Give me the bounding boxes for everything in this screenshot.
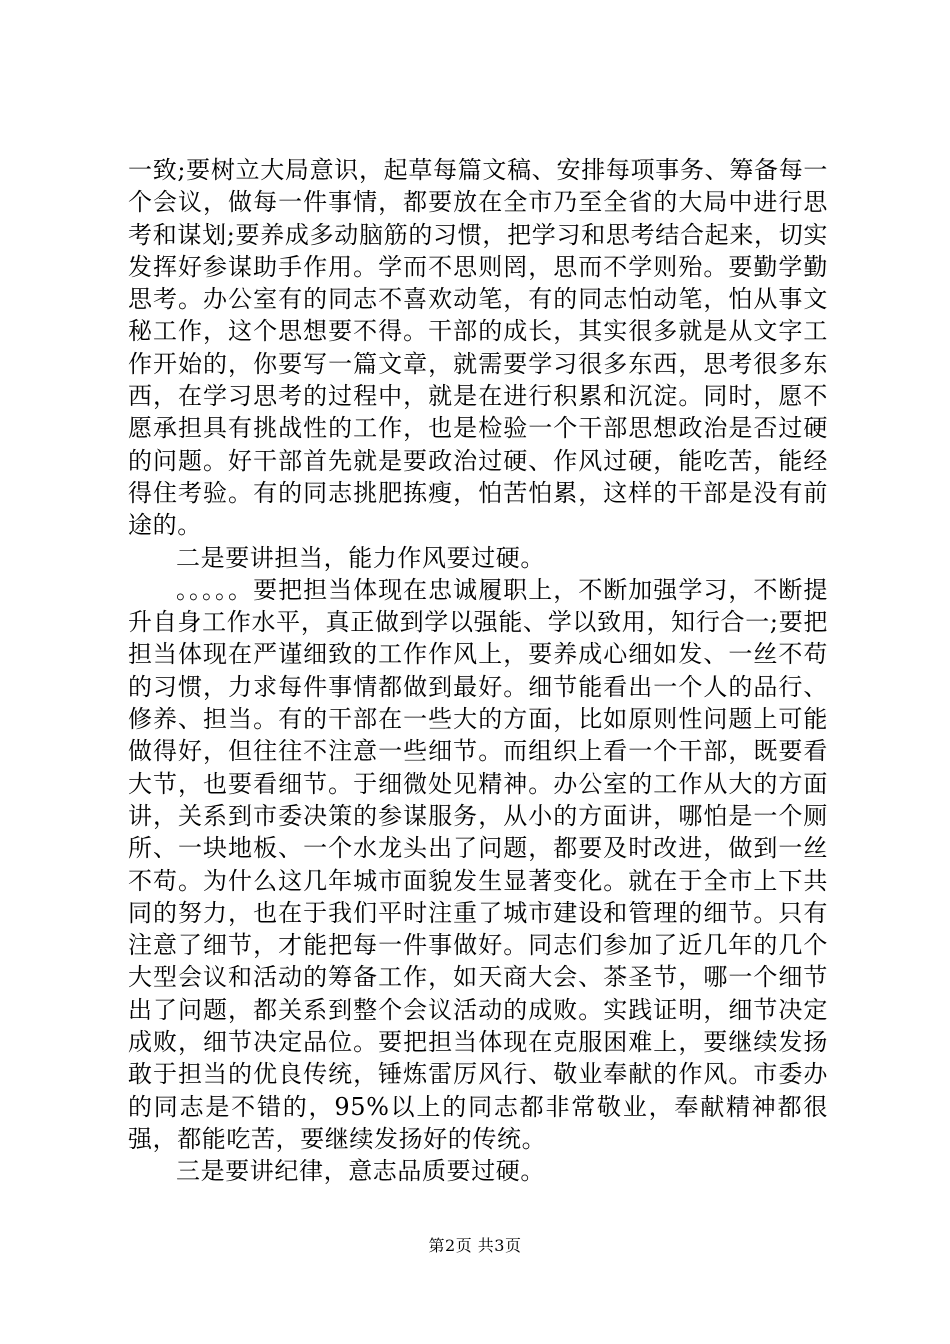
- section-heading-2: 二是要讲担当，能力作风要过硬。: [176, 543, 545, 572]
- paragraph-continuation: 一致;要树立大局意识，起草每篇文稿、安排每项事务、筹备每一个会议，做每一件事情，都要放在全市乃至全省的大局中进行思考和谋划;要养成多动脑筋的习惯，把学习和思考结合起来，切实发挥好参谋助手作用。学而不思则罔，思而不学则殆。要勤学勤思考。办公室有的同志不喜欢动笔，有的同志怕动笔，怕从事文秘工作，这个思想要不得。干部的成长，其实很多就是从文字工作开始的，你要写一篇文章，就需要学习很多东西，思考很多东西，在学习思考的过程中，就是在进行积累和沉淀。同时，愿不愿承担具有挑战性的工作，也是检验一个干部思想政治是否过硬的问题。好干部首先就是要政治过硬、作风过硬，能吃苦，能经得住考验。有的同志挑肥拣瘦，怕苦怕累，这样的干部是没有前途的。: [128, 156, 828, 540]
- section-heading-3: 三是要讲纪律，意志品质要过硬。: [176, 1157, 545, 1186]
- page-footer: 第2页 共3页: [428, 1236, 522, 1255]
- document-body: [128, 154, 828, 1188]
- paragraph-section-2-body: 。。。。。要把担当体现在忠诚履职上，不断加强学习，不断提升自身工作水平，真正做到学以强能、学以致用，知行合一;要把担当体现在严谨细致的工作作风上，要养成心细如发、一丝不苟的习惯，力求每件事情都做到最好。细节能看出一个人的品行、修养、担当。有的干部在一些大的方面，比如原则性问题上可能做得好，但往往不注意一些细节。而组织上看一个干部，既要看大节，也要看细节。于细微处见精神。办公室的工作从大的方面讲，关系到市委决策的参谋服务，从小的方面讲，哪怕是一个厕所、一块地板、一个水龙头出了问题，都要及时改进，做到一丝不苟。为什么这几年城市面貌发生显著变化。就在于全市上下共同的努力，也在于我们平时注重了城市建设和管理的细节。只有注意了细节，才能把每一件事做好。同志们参加了近几年的几个大型会议和活动的筹备工作，如天商大会、茶圣节，哪一个细节出了问题，都关系到整个会议活动的成败。实践证明，细节决定成败，细节决定品位。要把担当体现在克服困难上，要继续发扬敢于担当的优良传统，锤炼雷厉风行、敬业奉献的作风。市委办的同志是不错的，95%以上的同志都非常敬业，奉献精神都很强，都能吃苦，要继续发扬好的传统。: [128, 575, 828, 1153]
